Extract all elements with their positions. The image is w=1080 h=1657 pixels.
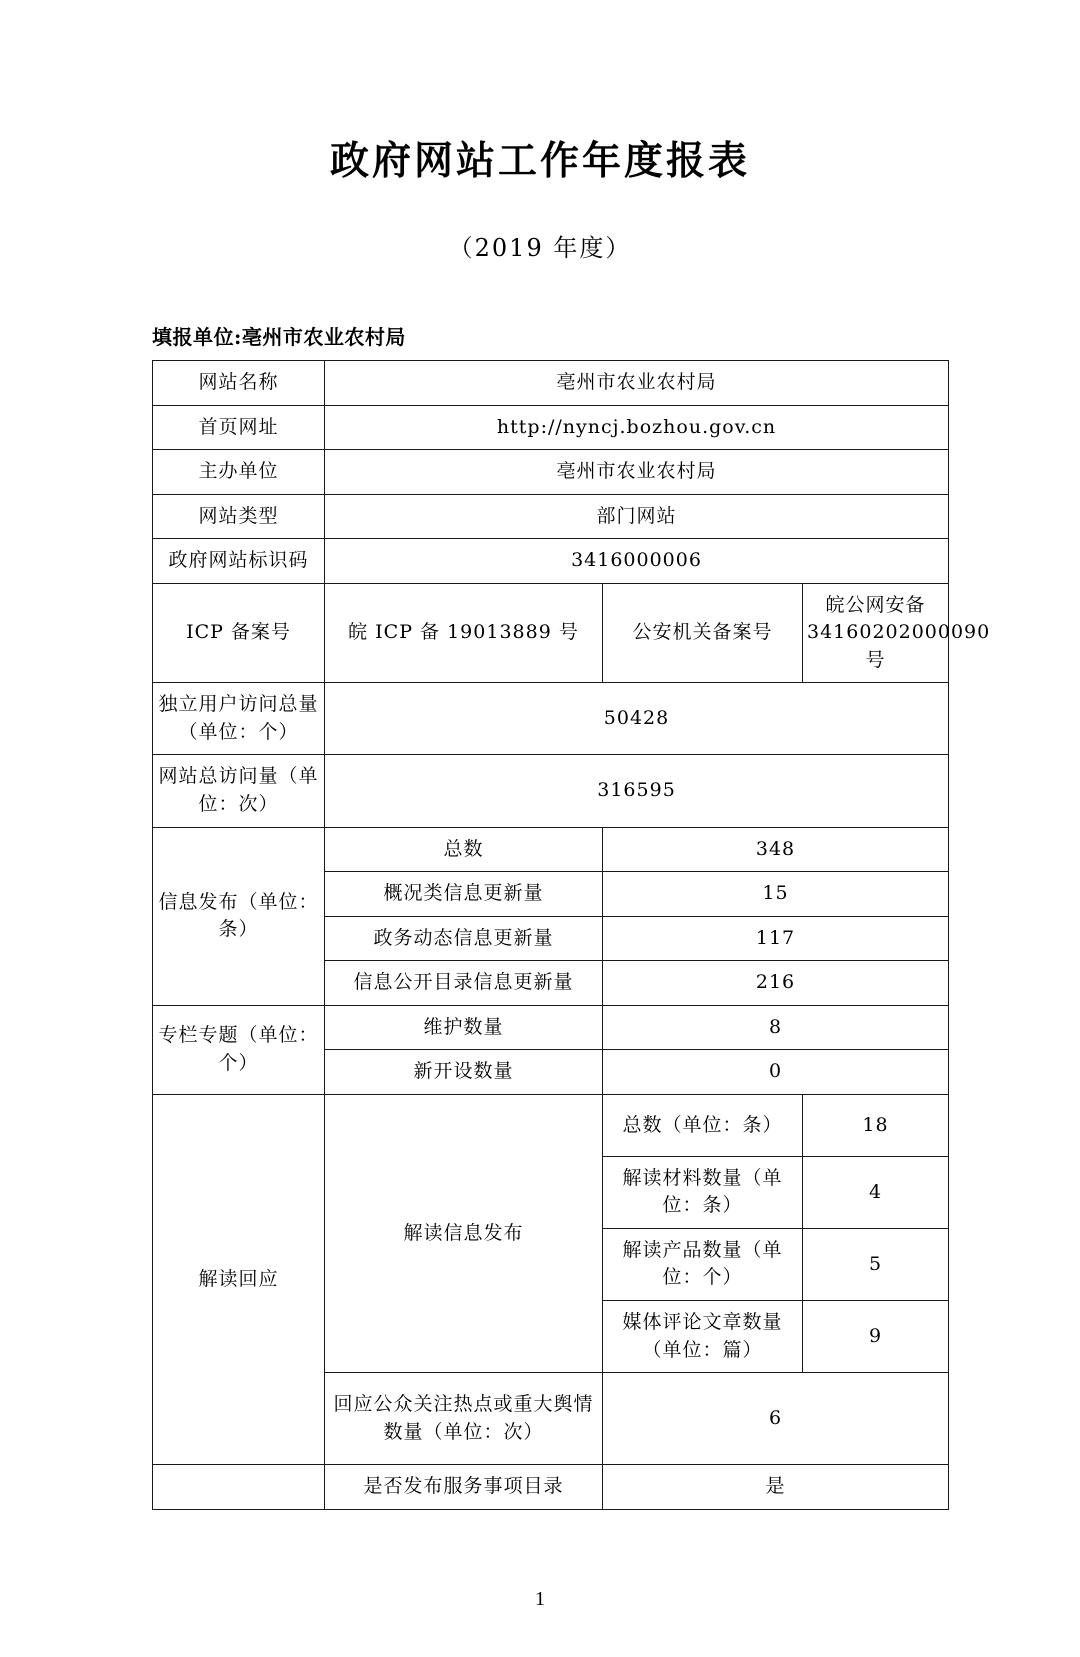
table-row — [153, 539, 949, 584]
table-row — [153, 361, 949, 406]
interpret-total-value: 18 — [803, 1094, 949, 1156]
page-title: 政府网站工作年度报表 — [329, 138, 750, 184]
column-new-value: 0 — [603, 1050, 949, 1095]
publish-catalog-label: 信息公开目录信息更新量 — [325, 961, 603, 1006]
site-name-label: 网站名称 — [153, 361, 325, 406]
interpret-media-value: 9 — [803, 1301, 949, 1373]
service-catalog-label: 是否发布服务事项目录 — [325, 1465, 603, 1510]
table-row — [153, 583, 949, 683]
reporting-unit: 填报单位:亳州市农业农村局 — [152, 325, 406, 349]
site-id-value: 3416000006 — [325, 539, 949, 584]
page-subtitle: （2019 年度） — [448, 234, 632, 262]
interpret-material-value: 4 — [803, 1156, 949, 1228]
sponsor-value: 亳州市农业农村局 — [325, 450, 949, 495]
table-row — [153, 494, 949, 539]
site-name-value: 亳州市农业农村局 — [325, 361, 949, 406]
site-type-label: 网站类型 — [153, 494, 325, 539]
homepage-value: http://nyncj.bozhou.gov.cn — [325, 405, 949, 450]
interpret-total-label: 总数（单位：条） — [603, 1094, 803, 1156]
table-row — [153, 1465, 949, 1510]
icp-label: ICP 备案号 — [153, 583, 325, 683]
publish-dynamic-value: 117 — [603, 916, 949, 961]
publish-total-value: 348 — [603, 827, 949, 872]
table-row — [153, 755, 949, 827]
site-type-value: 部门网站 — [325, 494, 949, 539]
homepage-label: 首页网址 — [153, 405, 325, 450]
police-record-label: 公安机关备案号 — [603, 583, 803, 683]
site-id-label: 政府网站标识码 — [153, 539, 325, 584]
publish-label: 信息发布（单位：条） — [153, 827, 325, 1005]
publish-overview-value: 15 — [603, 872, 949, 917]
interpret-product-label: 解读产品数量（单位：个） — [603, 1228, 803, 1300]
publish-total-label: 总数 — [325, 827, 603, 872]
empty-cell — [153, 1465, 325, 1510]
table-row — [153, 1005, 949, 1050]
page-number: 1 — [535, 1588, 545, 1610]
column-new-label: 新开设数量 — [325, 1050, 603, 1095]
column-maintain-value: 8 — [603, 1005, 949, 1050]
document-page — [0, 130, 1080, 1657]
interpret-material-label: 解读材料数量（单位：条） — [603, 1156, 803, 1228]
column-label: 专栏专题（单位：个） — [153, 1005, 325, 1094]
sponsor-label: 主办单位 — [153, 450, 325, 495]
publish-dynamic-label: 政务动态信息更新量 — [325, 916, 603, 961]
interpret-product-value: 5 — [803, 1228, 949, 1300]
table-row — [153, 827, 949, 872]
table-row — [153, 450, 949, 495]
interpret-publish-label: 解读信息发布 — [325, 1094, 603, 1372]
interpret-media-label: 媒体评论文章数量（单位：篇） — [603, 1301, 803, 1373]
service-catalog-value: 是 — [603, 1465, 949, 1510]
annual-report-table — [152, 360, 991, 1510]
column-maintain-label: 维护数量 — [325, 1005, 603, 1050]
unique-visitors-value: 50428 — [325, 683, 949, 755]
unique-visitors-label: 独立用户访问总量（单位：个） — [153, 683, 325, 755]
response-label: 回应公众关注热点或重大舆情数量（单位：次） — [325, 1373, 603, 1465]
police-record-value: 皖公网安备 34160202000090 号 — [803, 583, 949, 683]
publish-overview-label: 概况类信息更新量 — [325, 872, 603, 917]
table-row — [153, 405, 949, 450]
publish-catalog-value: 216 — [603, 961, 949, 1006]
total-visits-value: 316595 — [325, 755, 949, 827]
table-row — [153, 1094, 949, 1156]
table-row — [153, 683, 949, 755]
icp-value: 皖 ICP 备 19013889 号 — [325, 583, 603, 683]
total-visits-label: 网站总访问量（单位：次） — [153, 755, 325, 827]
interpret-label: 解读回应 — [153, 1094, 325, 1464]
response-value: 6 — [603, 1373, 949, 1465]
